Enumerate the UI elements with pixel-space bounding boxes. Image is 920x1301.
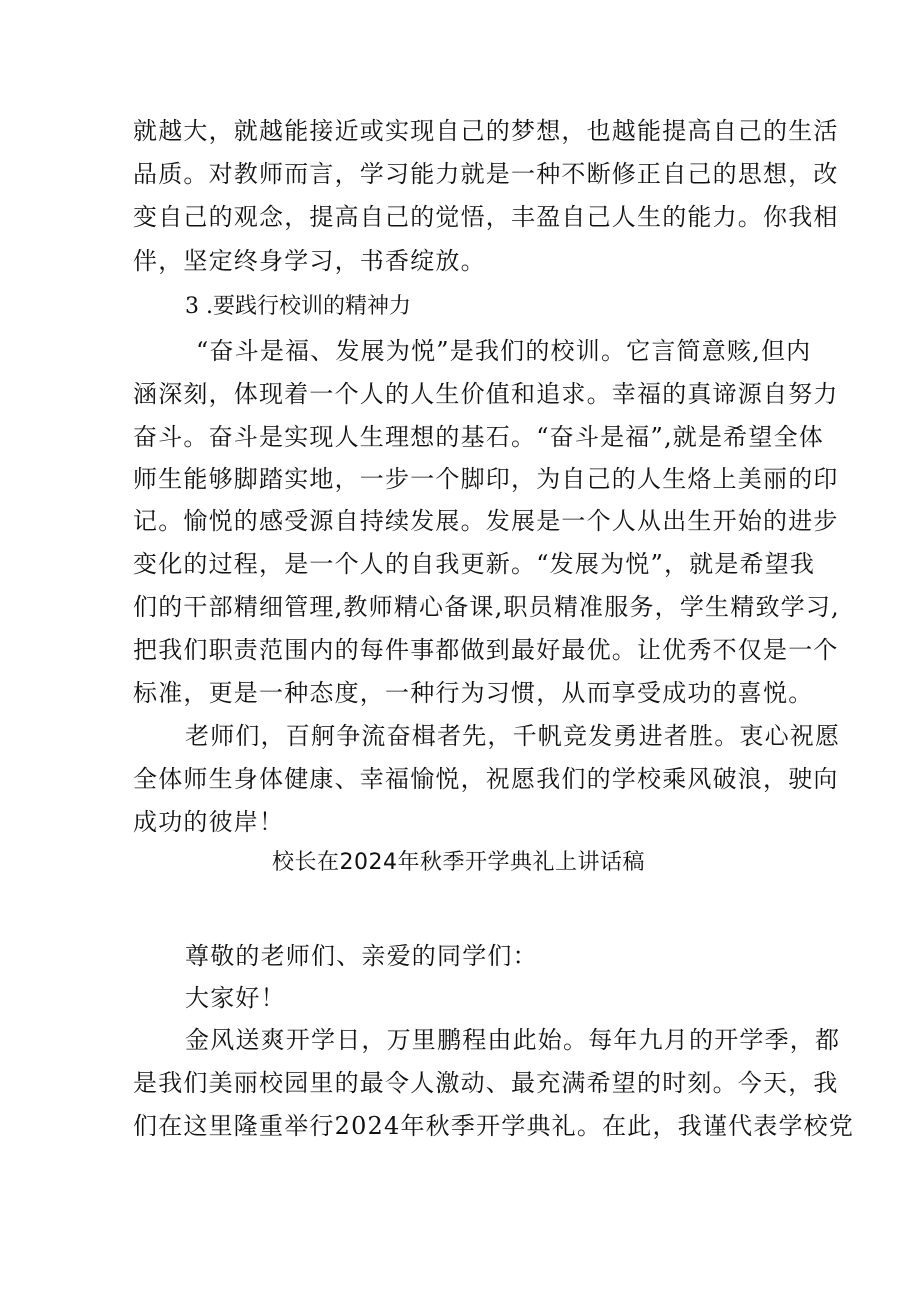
text-line: 把我们职责范围内的每件事都做到最好最优。让优秀不仅是一个 — [133, 636, 839, 664]
greeting: 大家好！ — [185, 984, 286, 1012]
text-line: 成功的彼岸！ — [133, 808, 285, 836]
salutation: 尊敬的老师们、亲爱的同学们： — [185, 942, 538, 970]
document-title: 校长在2024年秋季开学典礼上讲话稿 — [272, 850, 645, 875]
text-line: 就越大，就越能接近或实现自己的梦想，也越能提高自己的生活 — [133, 117, 839, 145]
text-line: 伴，坚定终身学习，书香绽放。 — [133, 247, 486, 275]
text-line: 是我们美丽校园里的最令人激动、最充满希望的时刻。今天，我 — [133, 1069, 839, 1097]
text-line: 奋斗。奋斗是实现人生理想的基石。“奋斗是福”,就是希望全体 — [133, 423, 824, 451]
text-line: 师生能够脚踏实地，一步一个脚印，为自己的人生烙上美丽的印 — [133, 465, 839, 493]
text-line: 变自己的观念，提高自己的觉悟，丰盈自己人生的能力。你我相 — [133, 203, 839, 231]
section-subheading: 3 .要践行校训的精神力 — [185, 294, 411, 319]
text-line: 品质。对教师而言，学习能力就是一种不断修正自己的思想，改 — [133, 160, 839, 188]
text-line: 变化的过程，是一个人的自我更新。“发展为悦”，就是希望我 — [133, 550, 816, 578]
text-line: 涵深刻，体现着一个人的人生价值和追求。幸福的真谛源自努力 — [133, 380, 839, 408]
text-line: 老师们，百舸争流奋楫者先，千帆竞发勇进者胜。衷心祝愿 — [185, 722, 841, 750]
text-line: 记。愉悦的感受源自持续发展。发展是一个人从出生开始的进步 — [133, 507, 839, 535]
text-line: “奋斗是福、发展为悦”是我们的校训。它言简意赅,但内 — [196, 337, 812, 365]
text-line: 标准，更是一种态度，一种行为习惯，从而享受成功的喜悦。 — [133, 679, 814, 707]
text-line: 金风送爽开学日，万里鹏程由此始。每年九月的开学季，都 — [185, 1026, 841, 1054]
text-line: 们的干部精细管理,教师精心备课,职员精准服务，学生精致学习, — [133, 593, 840, 621]
text-line: 全体师生身体健康、幸福愉悦，祝愿我们的学校乘风破浪，驶向 — [133, 765, 839, 793]
text-line: 们在这里隆重举行2024年秋季开学典礼。在此，我谨代表学校党 — [133, 1112, 855, 1140]
